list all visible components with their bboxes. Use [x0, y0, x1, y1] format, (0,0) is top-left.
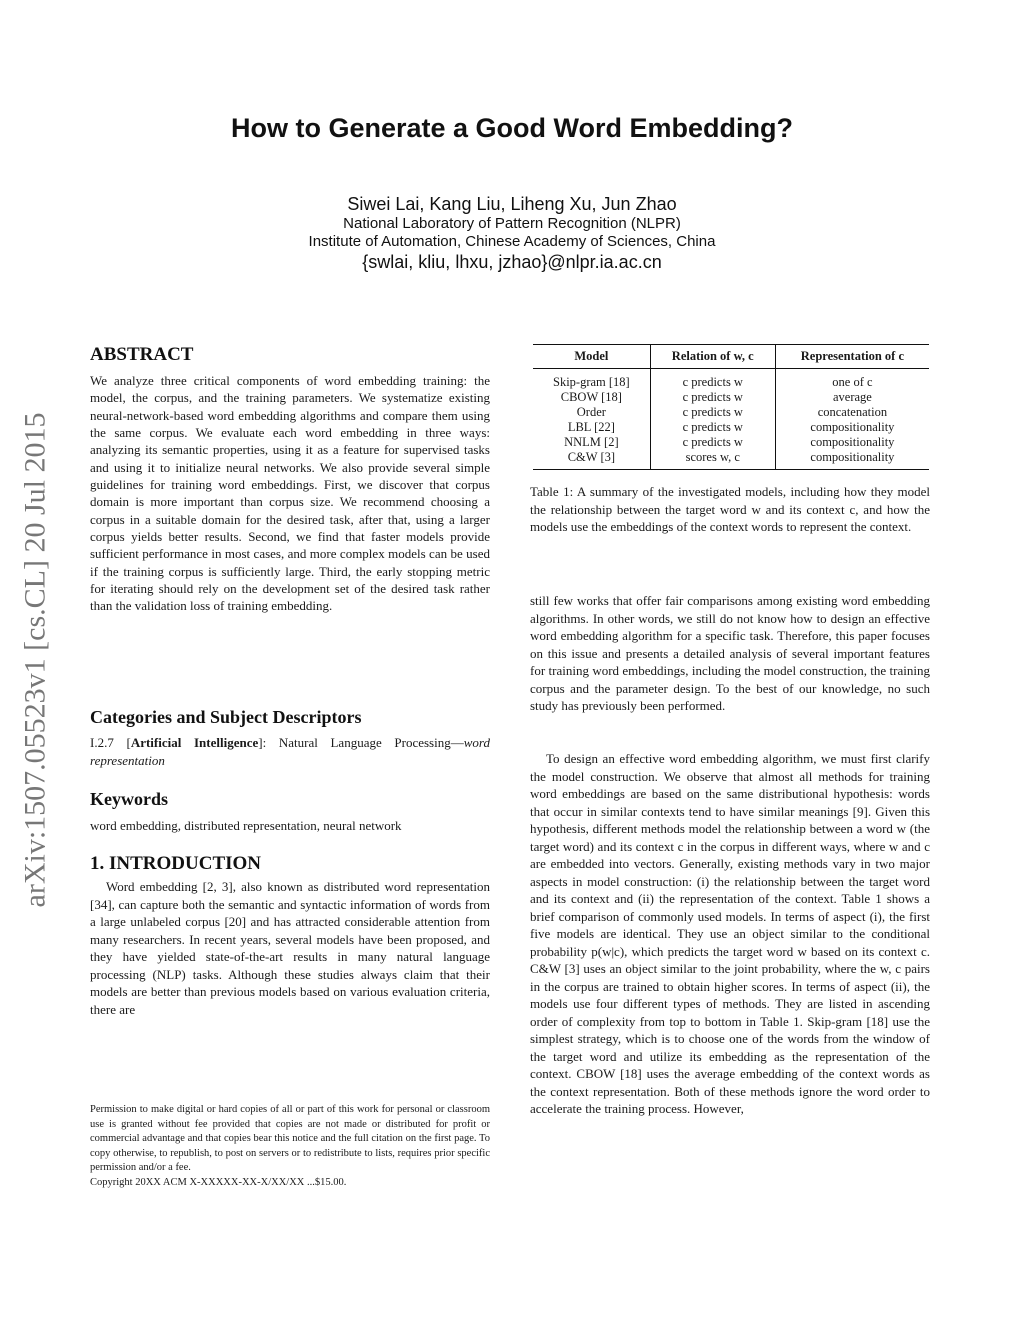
- author-emails: {swlai, kliu, lhxu, jzhao}@nlpr.ia.ac.cn: [362, 252, 662, 272]
- affiliation-institute: Institute of Automation, Chinese Academy of Sciences, China: [308, 233, 716, 250]
- introduction-heading: 1. INTRODUCTION: [90, 853, 262, 874]
- table-row: [533, 405, 929, 420]
- table-cell: compositionality: [775, 435, 929, 450]
- author-names: Siwei Lai, Kang Liu, Liheng Xu, Jun Zhao: [347, 194, 677, 214]
- table-cell: concatenation: [775, 405, 929, 420]
- table-cell: c predicts w: [650, 369, 775, 391]
- table-cell: CBOW [18]: [560, 390, 622, 404]
- table-cell: one of c: [775, 369, 929, 391]
- table-header-cell: Relation of w, c: [650, 345, 775, 369]
- table-header-cell: Model: [533, 345, 650, 369]
- copyright-text: Copyright 20XX ACM X-XXXXX-XX-X/XX/XX ...$15.00.: [90, 1176, 347, 1188]
- body-paragraph: To design an effective word embedding algorithm, we must first clarify the model construction. We observe that almost all methods for training word embeddings are based on the same distributional hypothesis: words that occur in similar contexts tend to have similar meanings [9]. Given this hypothesis, different methods model the relationship between a word w (the target word) and its context c in the corpus in different ways, where w and c are embedded into vectors. Generally, existing methods vary in two major aspects in model construction: (i) the relationship between the target word and its context and (ii) the representation of the context. Table 1 shows a brief comparison of commonly used models. In terms of aspect (i), the first five models are identical. They use an object similar to the conditional probability p(w|c), which predicts the target word w based on its context c. C&W [3] uses an object similar to the joint probability, where the w, c pairs in the corpus are trained to obtain higher scores. In terms of aspect (ii), the models use four different types of methods. They are listed in ascending order of complexity from top to bottom in Table 1. Skip-gram [18] use the simplest strategy, which is to choose one of the words from the window of the target word and utilize its embedding as the representation of the context. CBOW [18] uses the average embedding of the context words as the context representation. Both of these methods ignore the word order to accelerate the training process. However,: [530, 751, 930, 1116]
- table-cell: c predicts w: [650, 435, 775, 450]
- permission-text: Permission to make digital or hard copies of all or part of this work for personal or classroom use is granted without fee provided that copies are not made or distributed for profit or commercial advantage and that copies bear this notice and the full citation on the first page. To copy otherwise, to republish, to post on servers or to redistribute to lists, requires prior specific permission and/or a fee.: [90, 1104, 490, 1173]
- categories-bold: Artificial Intelligence: [130, 735, 259, 750]
- table-header-cell: Representation of c: [775, 345, 929, 369]
- introduction-text: Word embedding [2, 3], also known as distributed word representation [34], can capture both the semantic and syntactic information of words from a large unlabeled corpus [20] and has attracted considerable attention from many researchers. In recent years, several models have been proposed, and they have yielded state-of-the-art results in many natural language processing (NLP) tasks. Although these studies always claim that their models are better than previous models based on various evaluation criteria, there are: [90, 879, 490, 1017]
- table-cell: NNLM [2]: [564, 435, 619, 449]
- paper-title: How to Generate a Good Word Embedding?: [230, 113, 794, 143]
- table-cell: compositionality: [775, 420, 929, 435]
- abstract-heading: ABSTRACT: [90, 344, 194, 365]
- table-cell: average: [775, 390, 929, 405]
- models-table: [533, 344, 929, 470]
- table-row: [533, 369, 929, 391]
- table-cell: c predicts w: [650, 390, 775, 405]
- table-cell: LBL [22]: [567, 420, 615, 434]
- table-row: [533, 390, 929, 405]
- table-cell: c predicts w: [650, 405, 775, 420]
- categories-rest: ]: Natural Language Processing—: [258, 735, 464, 750]
- categories-text: [90, 734, 490, 769]
- table-row: [533, 435, 929, 450]
- arxiv-id-text: arXiv:1507.05523v1 [cs.CL] 20 Jul 2015: [18, 412, 51, 908]
- table-row: [533, 420, 929, 435]
- table-cell: Skip-gram [18]: [553, 375, 630, 389]
- keywords-text: word embedding, distributed representation, neural network: [90, 818, 402, 833]
- table-cell: scores w, c: [650, 450, 775, 470]
- categories-code: I.2.7 [: [90, 735, 131, 750]
- table-caption: Table 1: A summary of the investigated models, including how they model the relationship between the target word w and its context c, and how the models use the embeddings of the context words to represent the context.: [530, 484, 930, 534]
- categories-italic: word representation: [90, 735, 490, 768]
- table-cell: C&W [3]: [533, 450, 650, 470]
- body-paragraph: still few works that offer fair comparisons among existing word embedding algorithms. In other words, we still do not know how to design an effective word embedding algorithm for a specific task. Therefore, this paper focuses on this issue and presents a detailed analysis of several important features for training word embeddings, including the model construction, the training corpus and the parameter design. To the best of our knowledge, no such study has previously been performed.: [530, 593, 930, 713]
- table-row: [533, 450, 929, 470]
- keywords-heading: Keywords: [90, 789, 168, 809]
- table-cell: c predicts w: [650, 420, 775, 435]
- abstract-text: We analyze three critical components of word embedding training: the model, the corpus, and the training parameters. We systematize existing neural-network-based word embedding algorithms and compare them using the same corpus. We evaluate each word embedding in three ways: analyzing its semantic properties, using it as a feature for supervised tasks and using it to initialize neural networks. We also provide several simple guidelines for training word embeddings. First, we discover that corpus domain is more important than corpus size. We recommend choosing a corpus in a suitable domain for the desired task, after that, using a larger corpus yields better results. Second, we find that faster models provide sufficient performance in most cases, and more complex models can be used if the training corpus is sufficiently large. Third, the early stopping metric for iterating should rely on the development set of the desired task rather than the validation loss of training embedding.: [90, 373, 490, 614]
- author-block: [0, 193, 1024, 273]
- table-cell: compositionality: [775, 450, 929, 470]
- categories-heading: Categories and Subject Descriptors: [90, 707, 362, 727]
- table-cell: Order: [576, 405, 606, 419]
- arxiv-sidebar-id: [10, 370, 60, 950]
- permission-footnote: [90, 1103, 490, 1190]
- table-header-row: [533, 345, 929, 369]
- affiliation-lab: National Laboratory of Pattern Recognition (NLPR): [343, 215, 681, 232]
